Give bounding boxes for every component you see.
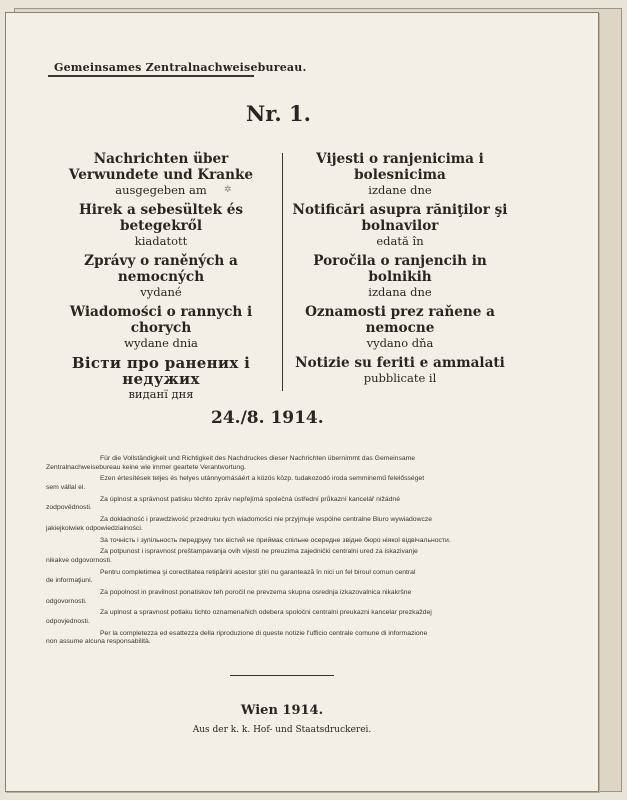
entry-title: Wiadomości o rannych i chorych <box>69 304 253 336</box>
right-title-column <box>288 151 512 390</box>
disclaimer-line: jakiejkolwiek odpowiedzialności. <box>46 524 143 532</box>
entry-subtitle: ausgegeben am <box>115 183 207 197</box>
footer-rule <box>230 675 334 676</box>
entry-subtitle: edată în <box>376 234 424 248</box>
entry-subtitle: vydano dňa <box>366 336 434 350</box>
entry-subtitle: wydane dnia <box>124 336 198 350</box>
disclaimer-line: odgovornosti. <box>46 597 87 605</box>
disclaimer-line: Pentru completimea şi corectitatea retipăririi acestor ştiri nu garantează în nici un fel biroul comun central <box>100 568 416 576</box>
title-entry-german <box>48 151 274 197</box>
entry-title: Hirek a sebesültek és betegekről <box>78 202 244 234</box>
title-entry-romanian <box>288 202 512 248</box>
entry-subtitle: izdane dne <box>368 183 432 197</box>
disclaimer-line: Zentralnachweisebureau keine wie immer geartete Verantwortung. <box>46 463 246 471</box>
disclaimer-line: Za dokładność i prawdziwość przedruku tych wiadomości nie przyjmuje wspólne centralne Biuro wywiadowcze <box>100 516 433 524</box>
entry-title: Oznamosti prez raňene a nemocne <box>305 304 495 336</box>
printer-credit: Aus der k. k. Hof- und Staatsdruckerei. <box>192 725 372 735</box>
entry-title: Poročila o ranjencih in bolnikih <box>313 253 487 285</box>
title-entry-ruthenian <box>48 355 274 401</box>
disclaimer-line: Per la completezza ed esattezza della riproduzione di queste notizie l'ufficio centrale comune di informazione <box>100 629 428 637</box>
disclaimer-line: de informaţiuni. <box>46 577 93 585</box>
disclaimer-line: nikakve odgovornosti. <box>46 556 112 564</box>
issue-number: Nr. 1. <box>246 101 311 126</box>
title-entry-italian <box>288 355 512 385</box>
entry-title: Notificări asupra răniţilor şi bolnavilor <box>292 202 508 234</box>
entry-title: Zprávy o raněných a nemocných <box>84 253 238 285</box>
title-entry-croatian <box>288 151 512 197</box>
disclaimer-line: Za popolnost in pravilnost ponatiskov teh poročil ne prevzema skupna osrednja izkazovalnica nikakršne <box>100 589 412 597</box>
ornament-mark: ✲ <box>224 185 232 195</box>
publication-place: Wien 1914. <box>240 703 324 718</box>
disclaimer-line: zodpovědnosti. <box>46 504 92 512</box>
entry-subtitle: kiadatott <box>134 234 188 248</box>
title-entry-slovenian <box>288 253 512 299</box>
disclaimer-line: odpovjednosti. <box>46 618 90 625</box>
disclaimer-line: Za úplnost a správnost patisku těchto zpráv nepřejímá společná ústřední průkazní kancelář nižádné <box>100 495 400 503</box>
disclaimer-line: non assume alcuna responsabilità. <box>46 638 151 646</box>
title-entry-slovak <box>288 304 512 350</box>
disclaimer-line: Ezen értesítések teljes és helyes utánnyomásáért a közös közp. tudakozodó iroda semminemű felelősséget <box>100 475 425 483</box>
disclaimer-line: Za potpunost i ispravnost preštampavanja ovih vijesti ne preuzima zajednički centralni ured za iskazivanje <box>100 548 418 556</box>
entry-title: Notizie su feriti e ammalati <box>295 355 505 371</box>
entry-subtitle: pubblicate il <box>363 371 437 385</box>
disclaimer-line: sem vállal el. <box>46 483 86 491</box>
disclaimer-line: Za uplnost a spravnost potlaku tichto oznamenaňich odebera spoločni centralni preukazni kancelar prezkaždej <box>100 609 432 617</box>
issue-date: 24./8. 1914. <box>211 408 324 428</box>
title-entry-czech <box>48 253 274 299</box>
disclaimer-line: За точність і зупільность передруку тих вістий не приймає спільне осередне звідне бюро ніякої відвічальности. <box>100 536 451 544</box>
bureau-heading: Gemeinsames Zentralnachweisebureau. <box>54 61 307 74</box>
entry-subtitle: vydané <box>140 285 182 299</box>
document-page <box>5 12 599 792</box>
column-divider <box>282 153 283 391</box>
entry-title: Вісти про ранених і недужих <box>71 354 251 388</box>
title-entry-hungarian <box>48 202 274 248</box>
disclaimer-line: Für die Vollständigkeit und Richtigkeit des Nachdruckes dieser Nachrichten übernimmt das Gemeinsame <box>100 455 416 462</box>
disclaimer-block <box>46 455 520 650</box>
bureau-underline <box>48 75 254 77</box>
entry-title: Vijesti o ranjenicima i bolesnicima <box>316 151 484 183</box>
title-entry-polish <box>48 304 274 350</box>
entry-subtitle: izdana dne <box>368 285 432 299</box>
entry-title: Nachrichten über Verwundete und Kranke <box>68 151 254 183</box>
left-title-column <box>48 151 274 406</box>
entry-subtitle: виданї дня <box>128 387 194 401</box>
